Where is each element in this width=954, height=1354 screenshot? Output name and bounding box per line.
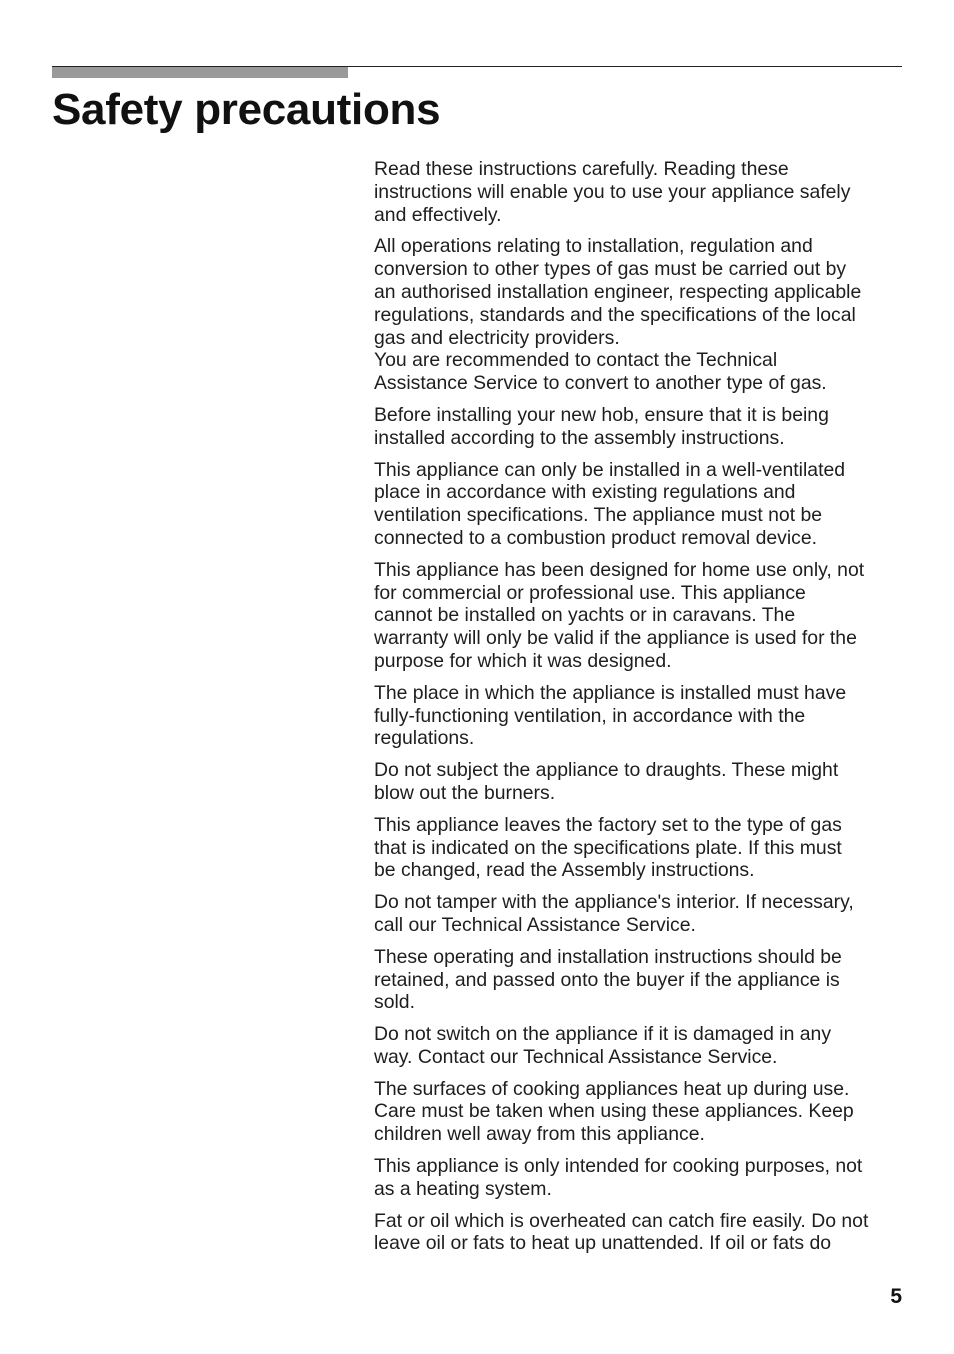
paragraph: This appliance leaves the factory set to the type of gas that is indicated on the specifications plate. If this must be changed, read the Assembly instructions. xyxy=(374,813,842,882)
paragraph: These operating and installation instructions should be retained, and passed onto the buyer if the appliance is sold. xyxy=(374,945,842,1014)
paragraph: The place in which the appliance is installed must have fully-functioning ventilation, in accordance with the regulations. xyxy=(374,681,847,750)
paragraph: The surfaces of cooking appliances heat up during use. Care must be taken when using these appliances. Keep children well away from this appliance. xyxy=(374,1077,854,1146)
paragraph: Do not subject the appliance to draughts. These might blow out the burners. xyxy=(374,759,839,804)
header-accent-bar xyxy=(52,67,348,78)
paragraph: This appliance is only intended for cooking purposes, not as a heating system. xyxy=(374,1155,863,1200)
page-number: 5 xyxy=(890,1285,902,1308)
paragraph: Before installing your new hob, ensure that it is being installed according to the assembly instructions. xyxy=(374,403,829,449)
paragraph: This appliance can only be installed in a well-ventilated place in accordance with existing regulations and ventilation specifications. The appliance must not be connected to a combustion product removal device. xyxy=(374,458,846,549)
paragraph: Do not tamper with the appliance's interior. If necessary, call our Technical Assistance Service. xyxy=(374,891,854,936)
body-text xyxy=(374,158,904,1264)
paragraph: Do not switch on the appliance if it is damaged in any way. Contact our Technical Assistance Service. xyxy=(374,1023,832,1068)
paragraph: Fat or oil which is overheated can catch fire easily. Do not leave oil or fats to heat up unattended. If oil or fats do xyxy=(374,1209,869,1255)
paragraph: Read these instructions carefully. Reading these instructions will enable you to use your appliance safely and effectively. xyxy=(374,158,851,226)
paragraph: You are recommended to contact the Technical Assistance Service to convert to another type of gas. xyxy=(374,349,827,395)
paragraph: This appliance has been designed for home use only, not for commercial or professional use. This appliance cannot be installed on yachts or in caravans. The warranty will only be valid if the appliance is used for the purpose for which it was designed. xyxy=(374,558,865,672)
paragraph: All operations relating to installation, regulation and conversion to other types of gas must be carried out by an authorised installation engineer, respecting applicable regulations, standards and the specifications of the local gas and electricity providers. xyxy=(374,235,862,349)
page-title: Safety precautions xyxy=(52,85,441,134)
